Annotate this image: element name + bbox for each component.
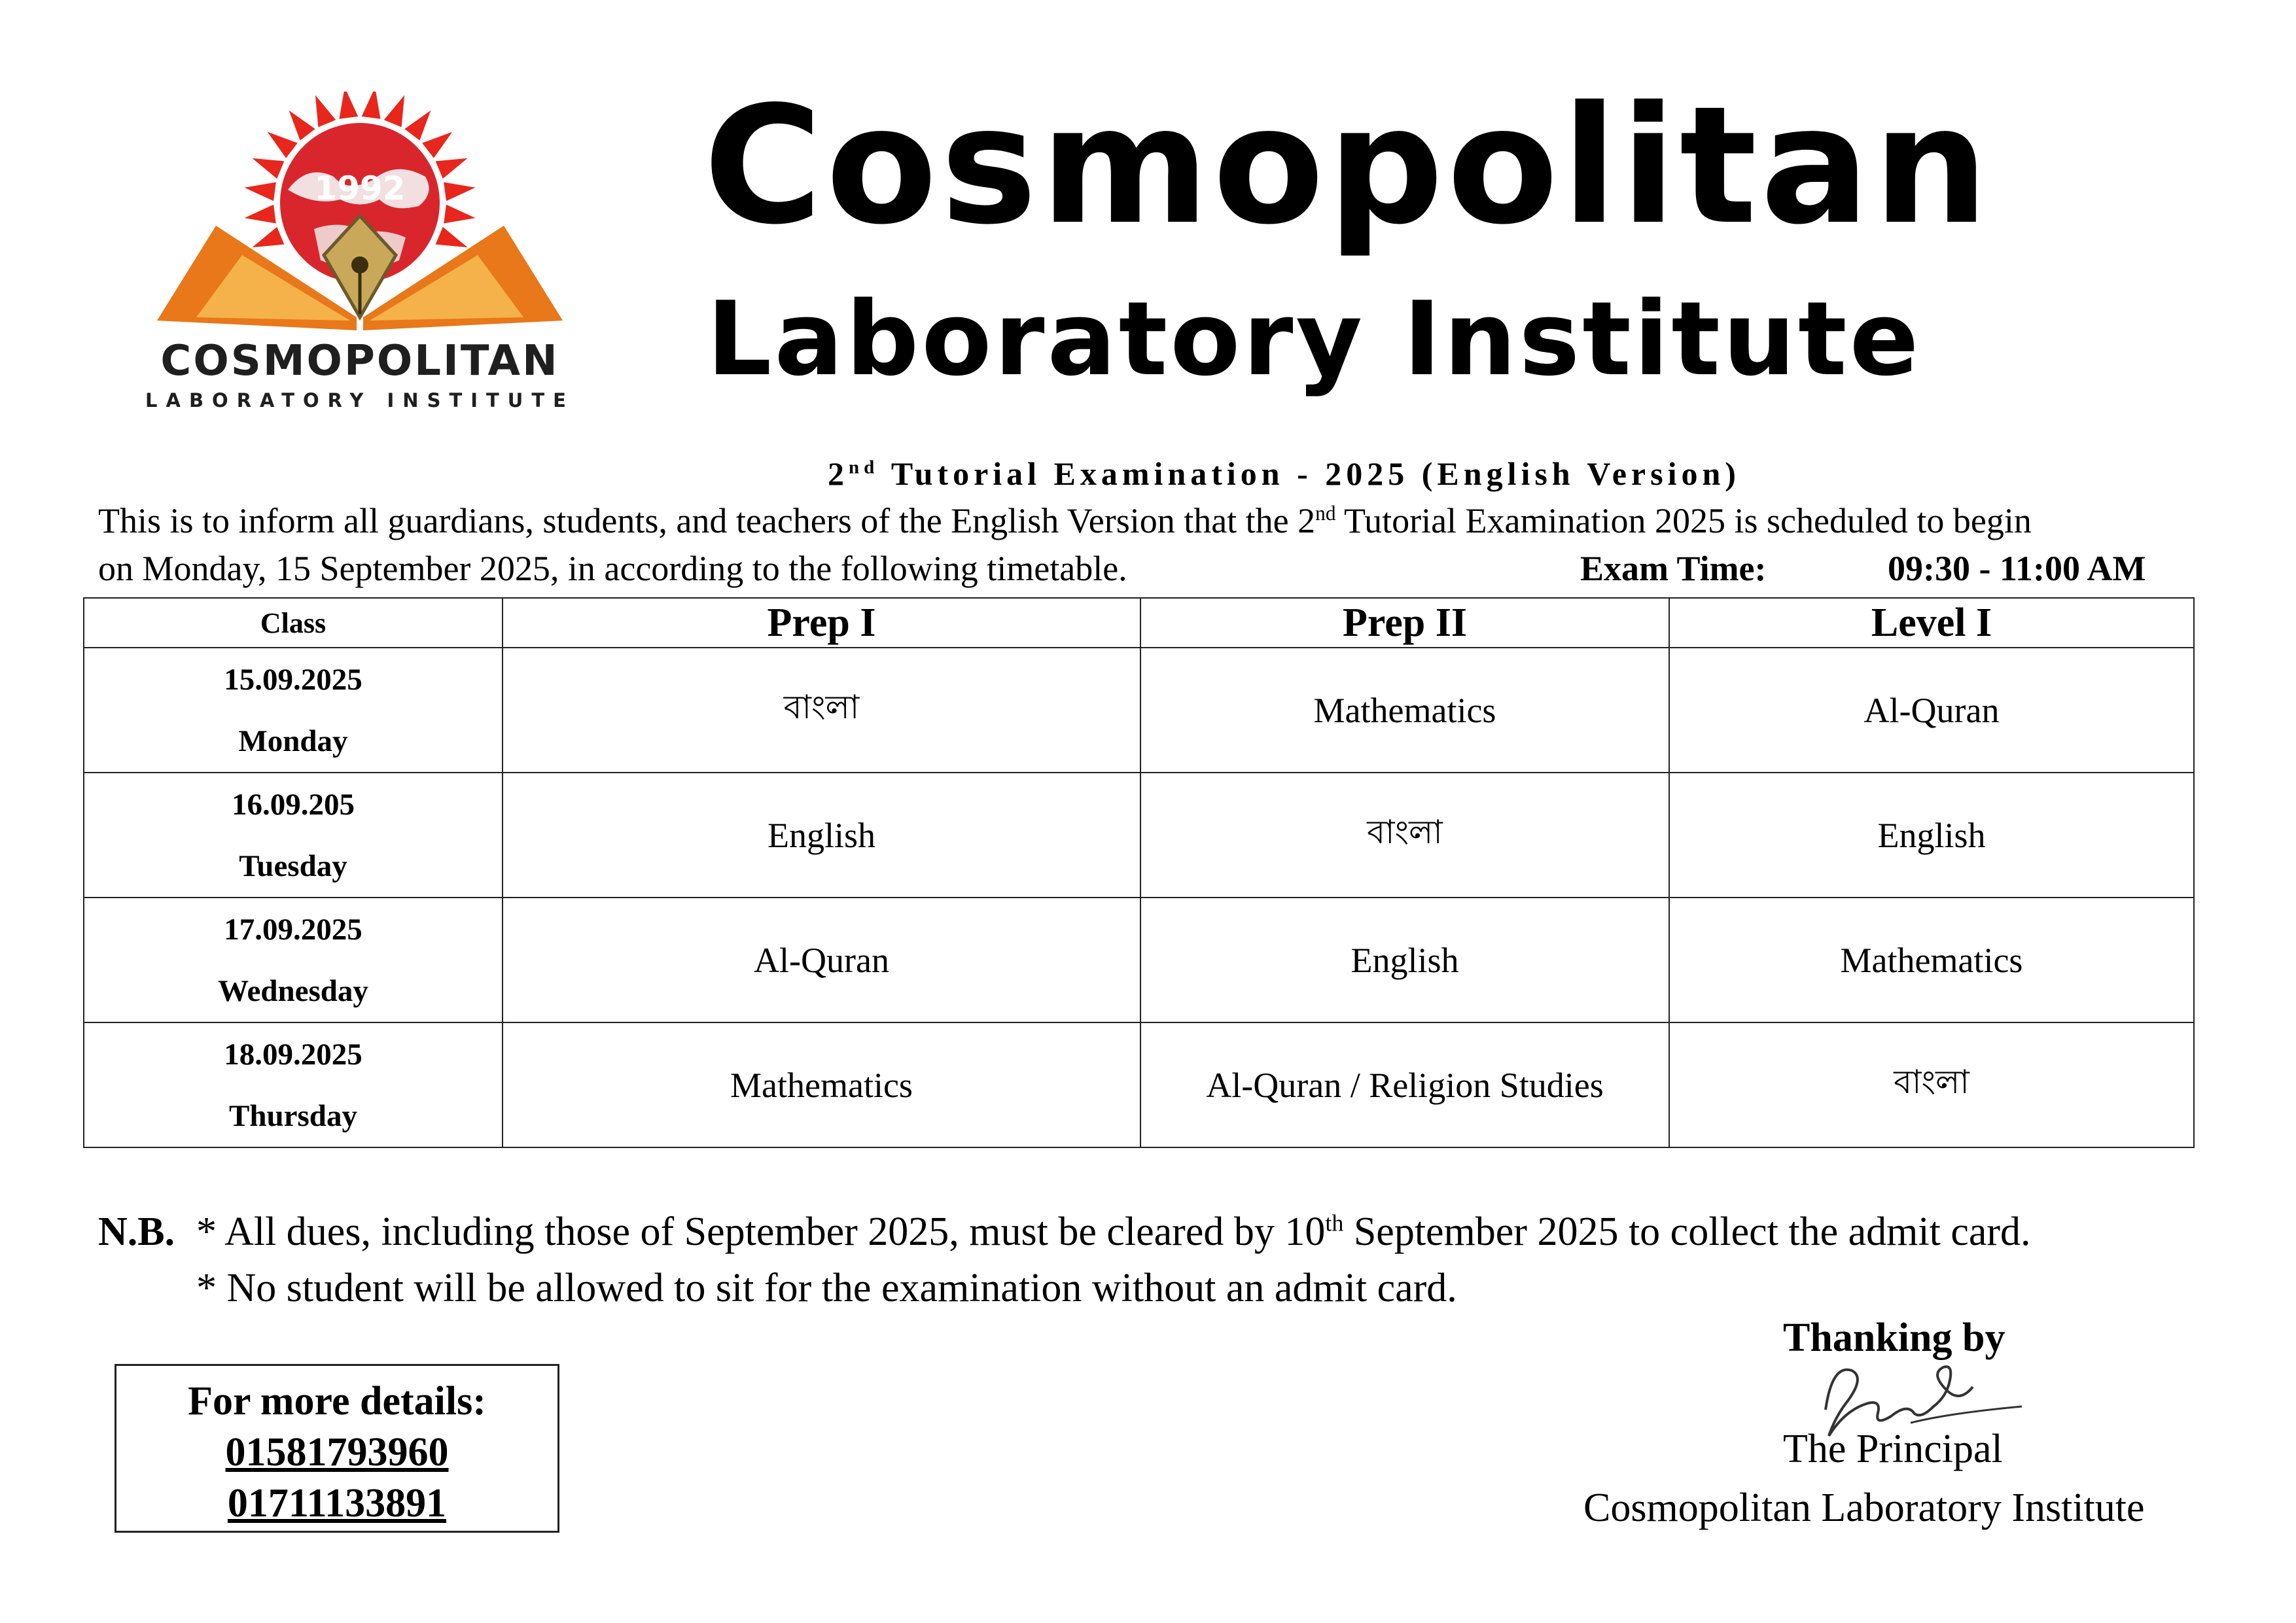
subject-cell: Al-Quran	[503, 898, 1140, 1022]
logo-name: COSMOPOLITAN	[160, 337, 559, 385]
intro-line-1: This is to inform all guardians, students, and teachers of the English Version that the 2nd Tutorial Examination 2025 is scheduled to begin	[98, 501, 2032, 540]
institution-name: Cosmopolitan Laboratory Institute	[1583, 1486, 2145, 1530]
thanking-by: Thanking by	[1783, 1316, 2005, 1360]
table-row	[84, 1022, 2194, 1147]
note-item: * No student will be allowed to sit for the examination without an admit card.	[196, 1266, 1457, 1310]
sun-ray	[268, 132, 298, 158]
subject-cell: বাংলা	[1140, 773, 1669, 898]
subject-cell: বাংলা	[1669, 1022, 2194, 1147]
table-row	[84, 898, 2194, 1022]
subject-cell: Al-Quran / Religion Studies	[1140, 1022, 1669, 1147]
sun-ray	[436, 158, 468, 179]
institute-logo	[118, 92, 602, 432]
date-cell: 16.09.205 Tuesday	[84, 773, 503, 898]
phone-number: 01581793960	[225, 1430, 449, 1475]
date-cell: 15.09.2025 Monday	[84, 648, 503, 773]
institute-title: Cosmopolitan	[703, 72, 1992, 260]
table-row	[84, 773, 2194, 898]
contact-box	[115, 1364, 559, 1533]
note-item: * All dues, including those of September 2025, must be cleared by 10th September 2025 to collect the admit card.	[196, 1210, 2031, 1254]
header-level-1: Level I	[1669, 598, 2194, 648]
exam-routine-table	[83, 597, 2195, 1148]
sun-ray	[404, 111, 431, 141]
sun-ray	[253, 227, 285, 247]
intro-paragraph	[98, 497, 2218, 593]
subject-cell: Mathematics	[1669, 898, 2194, 1022]
date-cell: 18.09.2025 Thursday	[84, 1022, 503, 1147]
sun-ray	[444, 183, 475, 201]
exam-title: 2nd Tutorial Examination - 2025 (English Version)	[828, 455, 1740, 492]
subject-cell: English	[1669, 773, 2194, 898]
header-prep-2: Prep II	[1140, 598, 1669, 648]
subject-cell: English	[503, 773, 1140, 898]
sun-ray	[340, 92, 359, 119]
subject-cell: English	[1140, 898, 1669, 1022]
sun-ray	[362, 92, 381, 119]
header-prep-1: Prep I	[503, 598, 1140, 648]
subject-cell: Mathematics	[1140, 648, 1669, 773]
intro-line-2: on Monday, 15 September 2025, in according to the following timetable. Exam Time: 09:30 - 11:00 AM	[98, 545, 2218, 593]
logo-year: 1992	[314, 169, 406, 207]
table-row	[84, 648, 2194, 773]
subject-cell: Mathematics	[503, 1022, 1140, 1147]
phone-number: 01711133891	[227, 1481, 447, 1526]
sun-ray	[384, 96, 404, 128]
notes-label: N.B.	[98, 1210, 175, 1254]
sun-ray	[422, 132, 452, 158]
sun-ray	[245, 205, 276, 224]
subject-cell: বাংলা	[503, 648, 1140, 773]
logo-subtitle: LABORATORY INSTITUTE	[145, 389, 574, 411]
institute-subtitle: Laboratory Institute	[707, 279, 1922, 398]
exam-time-value: 09:30 - 11:00 AM	[1888, 549, 2146, 588]
logo-emblem	[118, 92, 602, 340]
sun-ray	[245, 183, 276, 201]
sun-ray	[444, 205, 475, 224]
sun-ray	[253, 158, 285, 179]
subject-cell: Al-Quran	[1669, 648, 2194, 773]
sun-ray	[289, 111, 315, 141]
principal-designation: The Principal	[1783, 1427, 2003, 1471]
contact-title: For more details:	[188, 1379, 486, 1423]
table-header-row	[84, 598, 2194, 648]
exam-time-label: Exam Time:	[1580, 549, 1767, 588]
sun-ray	[436, 227, 468, 247]
date-cell: 17.09.2025 Wednesday	[84, 898, 503, 1022]
sun-ray	[315, 96, 336, 128]
header-class: Class	[84, 598, 503, 648]
